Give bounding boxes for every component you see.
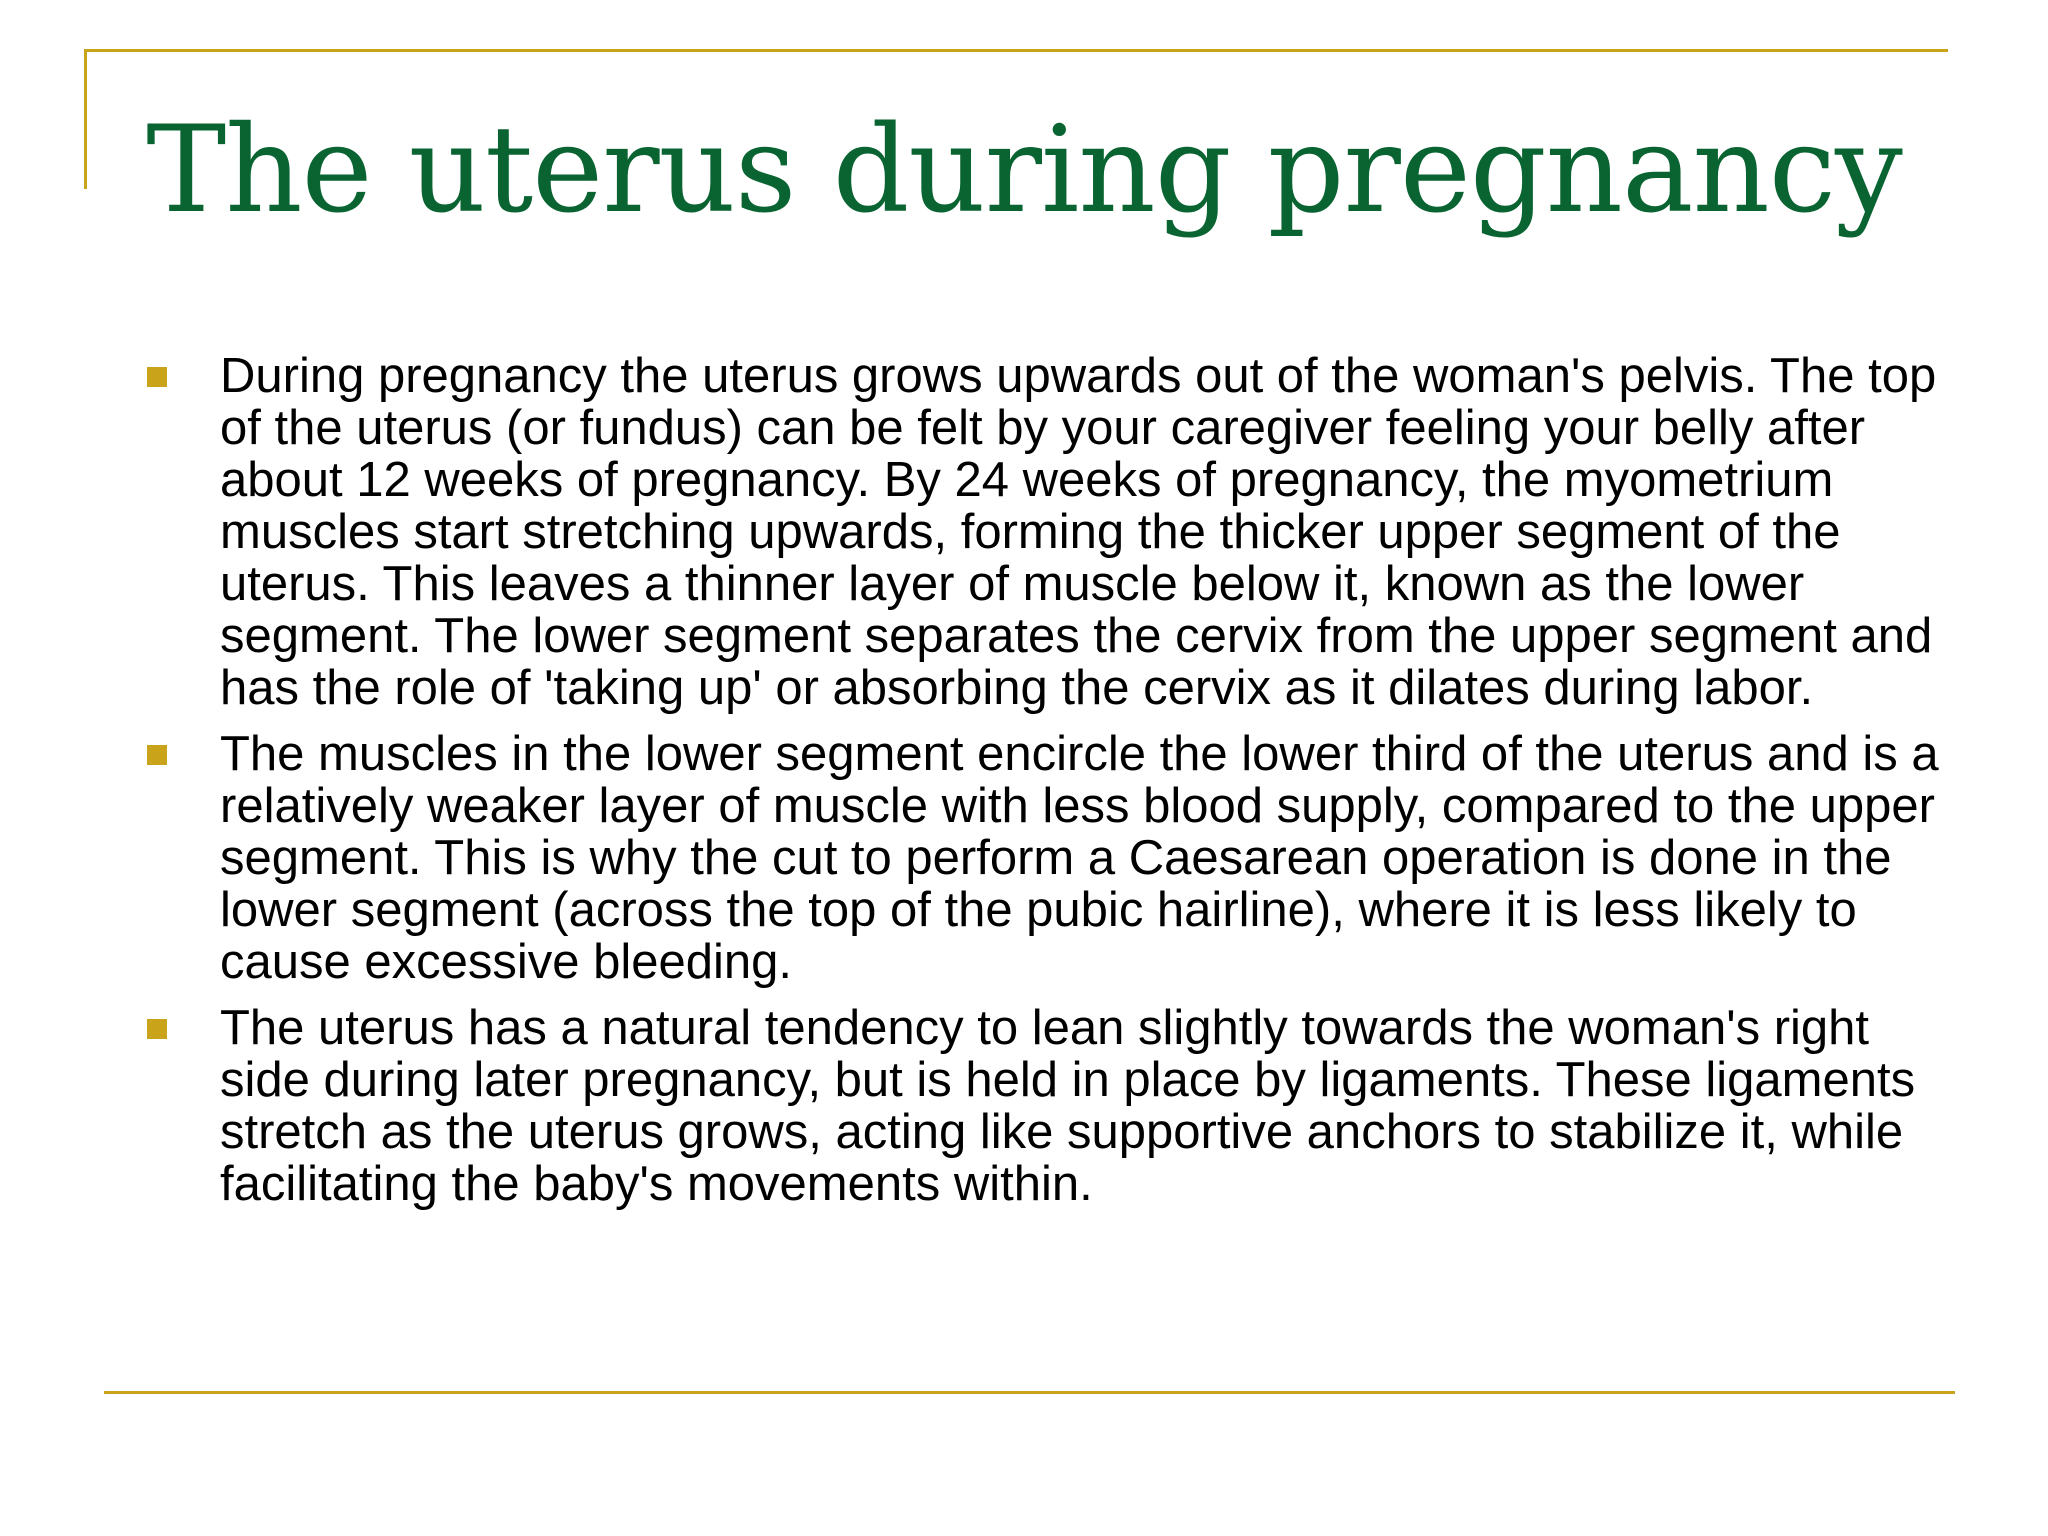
slide-title: The uterus during pregnancy xyxy=(146,101,1902,240)
bullet-item-1 xyxy=(140,350,1960,714)
footer-rule xyxy=(104,1391,1955,1394)
bullet-list xyxy=(140,350,1960,1224)
square-bullet-icon xyxy=(147,367,167,387)
square-bullet-icon xyxy=(147,1019,167,1039)
bullet-item-3 xyxy=(140,1002,1960,1210)
bullet-text-2: The muscles in the lower segment encircle the lower third of the uterus and is a relatively weaker layer of muscle with less blood supply, compared to the upper segment. This is why the cut to perform a Caesarean operation is done in the lower segment (across the top of the pubic hairline), where it is less likely to cause excessive bleeding. xyxy=(220,727,1939,989)
frame-top-rule xyxy=(84,49,1948,52)
bullet-text-3: The uterus has a natural tendency to lean slightly towards the woman's right side during later pregnancy, but is held in place by ligaments. These ligaments stretch as the uterus grows, acting like supportive anchors to stabilize it, while facilitating the baby's movements within. xyxy=(220,1001,1916,1211)
bullet-text-1: During pregnancy the uterus grows upwards out of the woman's pelvis. The top of the uterus (or fundus) can be felt by your caregiver feeling your belly after about 12 weeks of pregnancy. By 24 weeks of pregnancy, the myometrium muscles start stretching upwards, forming the thicker upper segment of the uterus. This leaves a thinner layer of muscle below it, known as the lower segment. The lower segment separates the cervix from the upper segment and has the role of 'taking up' or absorbing the cervix as it dilates during labor. xyxy=(220,349,1937,715)
square-bullet-icon xyxy=(147,745,167,765)
bullet-item-2 xyxy=(140,728,1960,988)
